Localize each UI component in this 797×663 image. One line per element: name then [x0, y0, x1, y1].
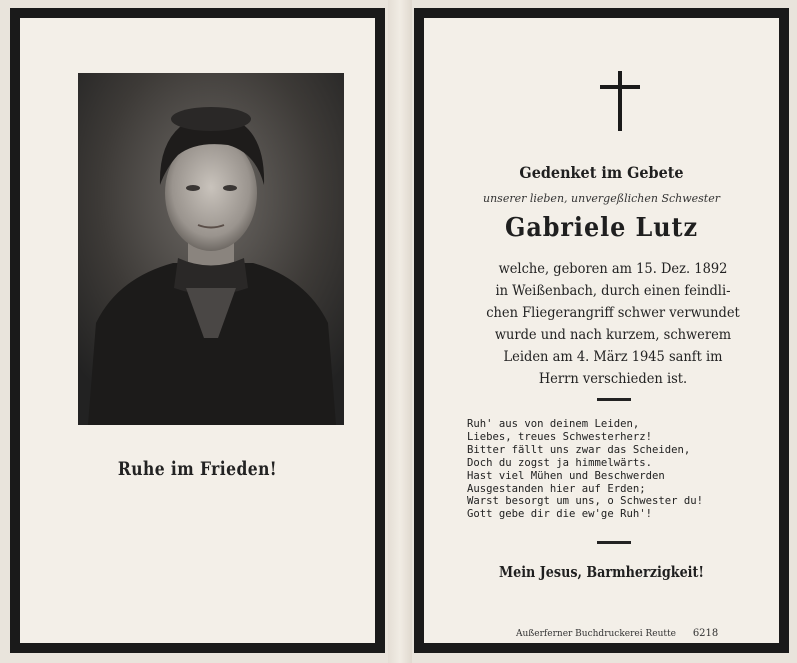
- bio-line: welche, geboren am 15. Dez. 1892: [498, 261, 728, 277]
- portrait-photo: [78, 73, 344, 425]
- print-number: 6218: [692, 628, 719, 639]
- left-panel-inner: [20, 18, 375, 643]
- divider: [597, 398, 631, 401]
- poem-line: Doch du zogst ja himmelwärts.: [467, 456, 652, 469]
- deceased-name: Gabriele Lutz: [505, 213, 698, 243]
- card-fold: [388, 0, 412, 663]
- rest-in-peace-caption: Ruhe im Frieden!: [117, 458, 278, 480]
- printer-credit: [516, 628, 718, 639]
- bio-line: Leiden am 4. März 1945 sanft im: [503, 349, 723, 365]
- latin-cross-icon: [600, 71, 640, 131]
- poem-line: Liebes, treues Schwesterherz!: [467, 430, 652, 443]
- right-panel: [414, 8, 789, 653]
- motto: Mein Jesus, Barmherzigkeit!: [498, 563, 705, 581]
- divider: [597, 541, 631, 544]
- bio-line: chen Fliegerangriff schwer verwundet: [486, 305, 740, 321]
- poem-line: Warst besorgt um uns, o Schwester du!: [467, 495, 703, 508]
- right-panel-inner: [424, 18, 779, 643]
- bio-line: Herrn verschieden ist.: [538, 371, 688, 387]
- poem-line: Bitter fällt uns zwar das Scheiden,: [467, 443, 691, 456]
- poem-line: Gott gebe dir die ew'ge Ruh'!: [467, 508, 652, 521]
- poem-line: Ruh' aus von deinem Leiden,: [467, 418, 640, 430]
- bio-line: wurde und nach kurzem, schwerem: [494, 327, 732, 343]
- bio-line: in Weißenbach, durch einen feindli-: [495, 283, 731, 299]
- printer-name: Außerferner Buchdruckerei Reutte: [516, 629, 676, 639]
- heading: Gedenket im Gebete: [519, 163, 684, 182]
- subheading: unserer lieben, unvergeßlichen Schwester: [483, 192, 720, 205]
- poem-line: Hast viel Mühen und Beschwerden: [467, 469, 665, 482]
- poem: [467, 418, 703, 521]
- left-panel: [10, 8, 385, 653]
- poem-line: Ausgestanden hier auf Erden;: [467, 482, 646, 495]
- biography: [463, 258, 762, 390]
